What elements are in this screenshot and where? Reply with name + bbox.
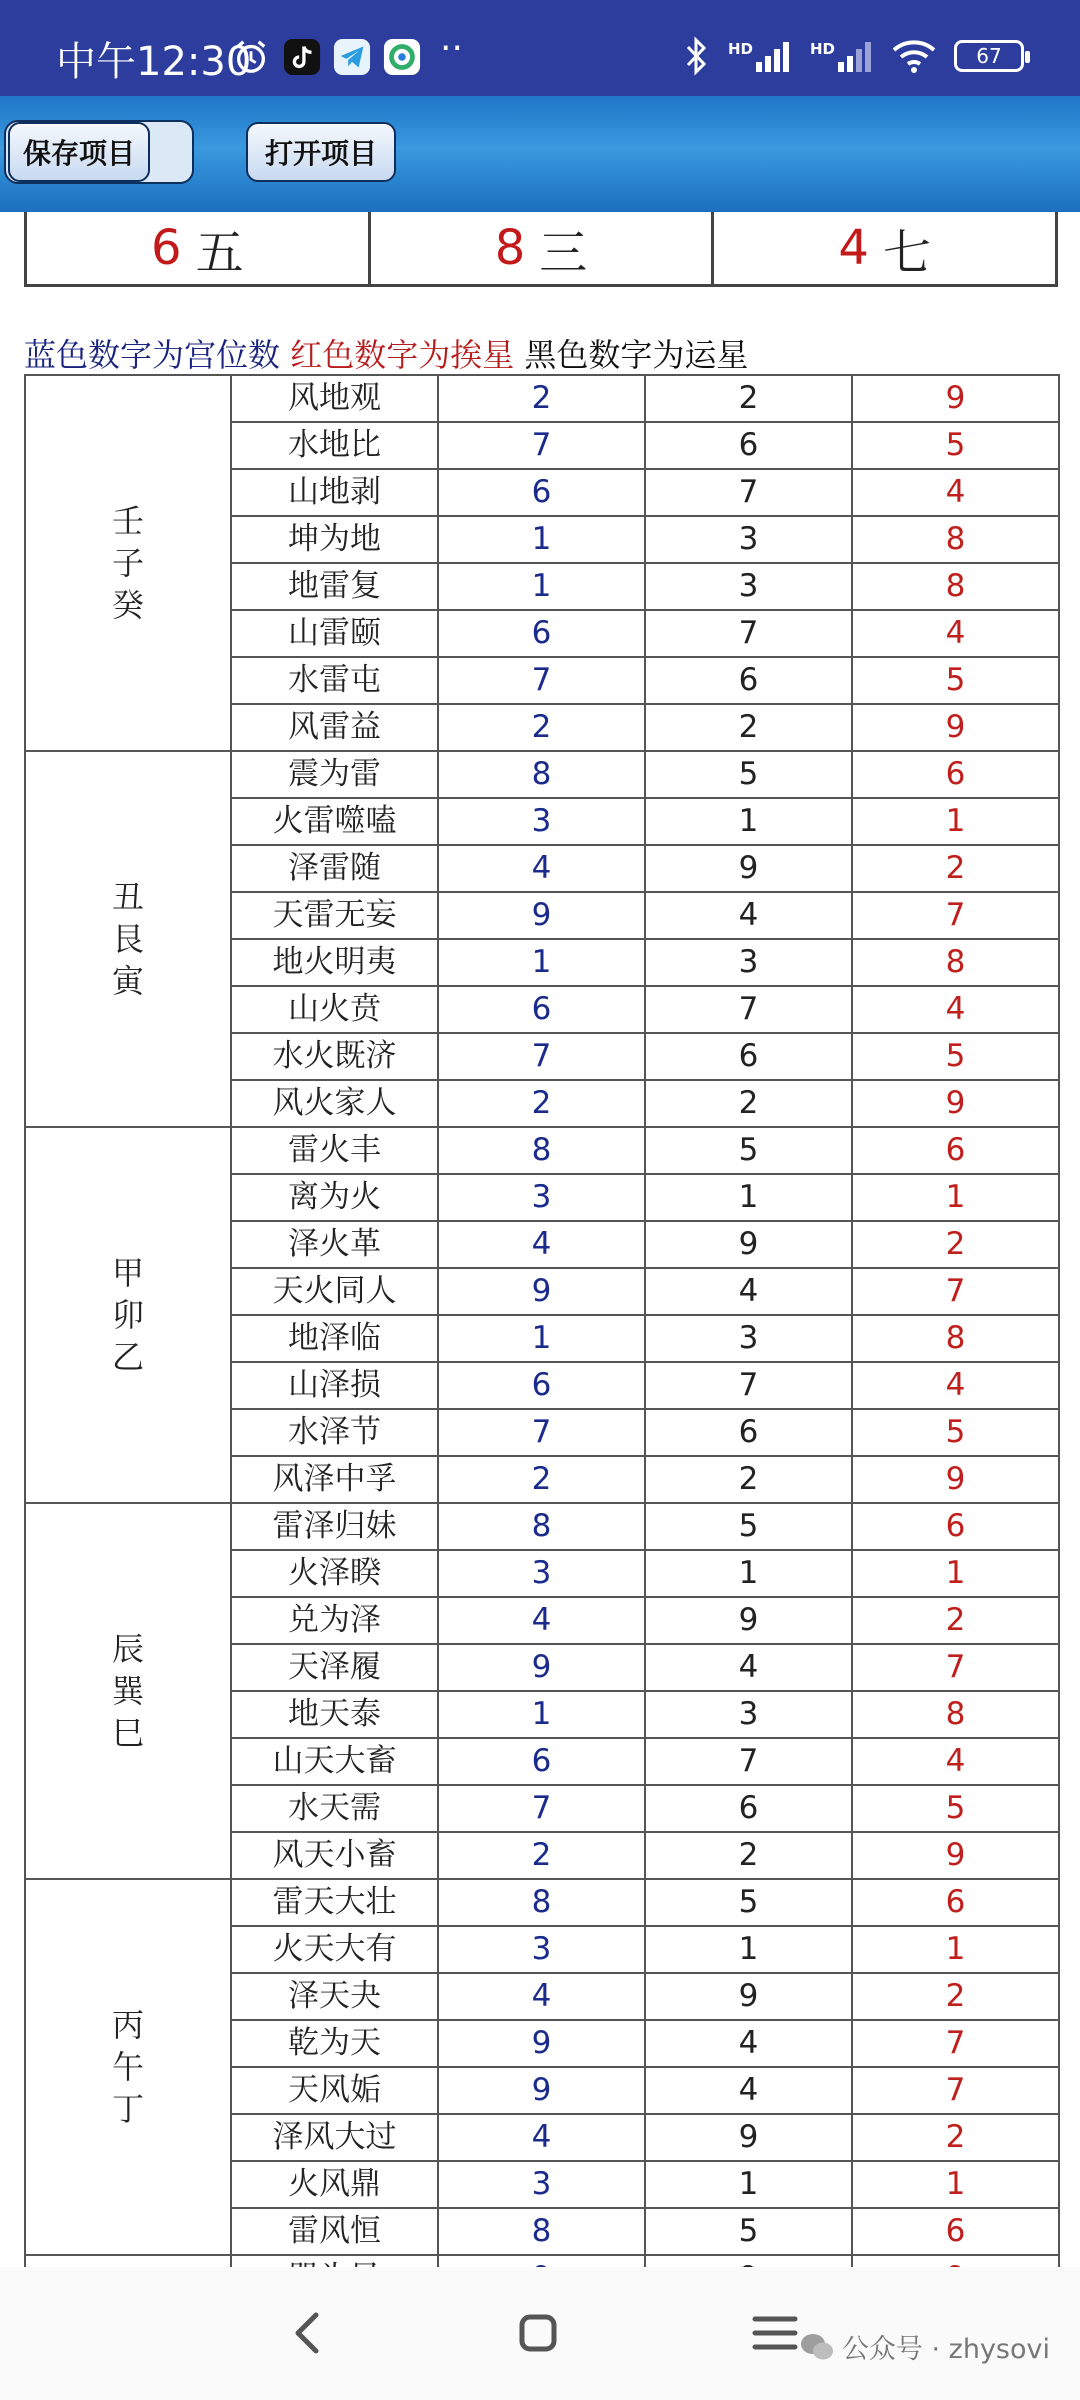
- hexagram-name: 水火既济: [231, 1033, 438, 1080]
- palace-number: 7: [438, 422, 645, 469]
- wifi-icon: [892, 38, 936, 74]
- period-star: 7: [645, 1362, 852, 1409]
- hexagram-name: 天风姤: [231, 2067, 438, 2114]
- flying-star: 4: [852, 1738, 1059, 1785]
- flying-star: 5: [852, 1785, 1059, 1832]
- period-star: 6: [645, 422, 852, 469]
- period-star: 5: [645, 1879, 852, 1926]
- group-label-text: 壬子癸: [111, 502, 144, 624]
- period-star: 3: [645, 516, 852, 563]
- hexagram-name: 天雷无妄: [231, 892, 438, 939]
- period-star: 5: [645, 1127, 852, 1174]
- hexagram-name: 天泽履: [231, 1644, 438, 1691]
- period-star: 5: [645, 1503, 852, 1550]
- flying-star: 2: [852, 2114, 1059, 2161]
- period-star: 7: [645, 469, 852, 516]
- flying-star: 1: [852, 1174, 1059, 1221]
- open-project-button[interactable]: 打开项目: [246, 122, 396, 182]
- signal-2-icon: HD: [810, 40, 874, 72]
- table-row: [25, 1503, 1059, 1550]
- summary-cell: [27, 212, 371, 284]
- period-star: 4: [645, 2067, 852, 2114]
- palace-number: 1: [438, 563, 645, 610]
- hexagram-name: 山泽损: [231, 1362, 438, 1409]
- period-star: 7: [645, 1738, 852, 1785]
- flying-star: 5: [852, 1409, 1059, 1456]
- flying-star: 7: [852, 892, 1059, 939]
- alarm-icon: [232, 38, 270, 76]
- flying-star: 6: [852, 2208, 1059, 2255]
- flying-star: 4: [852, 610, 1059, 657]
- legend-red: 红色数字为挨星: [290, 336, 515, 374]
- group-label-text: 丑艮寅: [111, 878, 144, 1000]
- palace-number: 2: [438, 375, 645, 422]
- flying-star: 4: [852, 469, 1059, 516]
- legend-black: 黑色数字为运星: [524, 336, 749, 374]
- palace-number: 8: [438, 1503, 645, 1550]
- hexagram-name: 水天需: [231, 1785, 438, 1832]
- hexagram-name: 雷风恒: [231, 2208, 438, 2255]
- palace-number: 9: [438, 1644, 645, 1691]
- palace-number: 4: [438, 1597, 645, 1644]
- table-body: [25, 375, 1059, 2302]
- period-star: 1: [645, 2161, 852, 2208]
- hexagram-name: 火雷噬嗑: [231, 798, 438, 845]
- menu-icon[interactable]: [745, 2303, 805, 2363]
- flying-star: 1: [852, 798, 1059, 845]
- palace-number: 6: [438, 469, 645, 516]
- group-label: [25, 751, 231, 1127]
- flying-star: 8: [852, 939, 1059, 986]
- period-star: 1: [645, 1926, 852, 1973]
- period-star: 9: [645, 2114, 852, 2161]
- period-star: 2: [645, 704, 852, 751]
- status-time: 中午12:30: [56, 39, 252, 85]
- period-star: 9: [645, 1973, 852, 2020]
- legend-blue: 蓝色数字为宫位数: [24, 336, 281, 374]
- palace-number: 1: [438, 939, 645, 986]
- hexagram-name: 山地剥: [231, 469, 438, 516]
- period-star: 5: [645, 2208, 852, 2255]
- period-star: 4: [645, 2020, 852, 2067]
- summary-cell: [371, 212, 715, 284]
- watermark-text: 公众号 · zhysovi: [841, 2334, 1050, 2365]
- hexagram-name: 水泽节: [231, 1409, 438, 1456]
- period-star: 6: [645, 1409, 852, 1456]
- flying-star: 7: [852, 1268, 1059, 1315]
- flying-star: 1: [852, 2161, 1059, 2208]
- hexagram-name: 地雷复: [231, 563, 438, 610]
- period-star: 2: [645, 1456, 852, 1503]
- hexagram-name: 乾为天: [231, 2020, 438, 2067]
- palace-number: 6: [438, 1738, 645, 1785]
- flying-star: 4: [852, 1362, 1059, 1409]
- hexagram-name: 雷火丰: [231, 1127, 438, 1174]
- hexagram-table: [24, 374, 1060, 2303]
- flying-star: 8: [852, 1315, 1059, 1362]
- palace-number: 3: [438, 1550, 645, 1597]
- palace-number: 4: [438, 845, 645, 892]
- flying-star: 9: [852, 375, 1059, 422]
- flying-star: 1: [852, 1926, 1059, 1973]
- summary-row: [24, 212, 1058, 287]
- group-label-text: 辰巽巳: [111, 1630, 144, 1752]
- summary-number: 6: [151, 220, 182, 276]
- palace-number: 9: [438, 2020, 645, 2067]
- period-star: 6: [645, 1785, 852, 1832]
- flying-star: 6: [852, 1879, 1059, 1926]
- table-row: [25, 751, 1059, 798]
- hexagram-name: 火天大有: [231, 1926, 438, 1973]
- period-star: 2: [645, 1080, 852, 1127]
- flying-star: 8: [852, 1691, 1059, 1738]
- hexagram-name: 风泽中孚: [231, 1456, 438, 1503]
- hexagram-name: 离为火: [231, 1174, 438, 1221]
- palace-number: 1: [438, 1315, 645, 1362]
- period-star: 6: [645, 657, 852, 704]
- tiktok-icon: [283, 38, 321, 76]
- battery-indicator: 67: [954, 40, 1024, 72]
- summary-char: 五: [195, 224, 244, 281]
- hexagram-name: 风地观: [231, 375, 438, 422]
- palace-number: 9: [438, 892, 645, 939]
- flying-star: 7: [852, 2067, 1059, 2114]
- hexagram-name: 泽火革: [231, 1221, 438, 1268]
- hexagram-name: 天火同人: [231, 1268, 438, 1315]
- palace-number: 8: [438, 2208, 645, 2255]
- palace-number: 7: [438, 657, 645, 704]
- flying-star: 5: [852, 657, 1059, 704]
- hexagram-name: 风天小畜: [231, 1832, 438, 1879]
- watermark: [800, 2327, 1050, 2366]
- period-star: 2: [645, 375, 852, 422]
- palace-number: 8: [438, 1127, 645, 1174]
- flying-star: 2: [852, 1221, 1059, 1268]
- flying-star: 6: [852, 1503, 1059, 1550]
- palace-number: 6: [438, 610, 645, 657]
- signal-1-icon: HD: [728, 40, 792, 72]
- period-star: 1: [645, 1550, 852, 1597]
- status-more-dots: ··: [440, 28, 463, 69]
- period-star: 9: [645, 1221, 852, 1268]
- flying-star: 7: [852, 2020, 1059, 2067]
- group-label: [25, 1879, 231, 2255]
- hexagram-name: 泽风大过: [231, 2114, 438, 2161]
- hexagram-name: 风雷益: [231, 704, 438, 751]
- summary-number: 8: [494, 220, 526, 276]
- bluetooth-icon: [682, 36, 710, 76]
- group-label: [25, 1127, 231, 1503]
- navigation-bar: [0, 2267, 1080, 2400]
- period-star: 3: [645, 563, 852, 610]
- group-label: [25, 375, 231, 751]
- hexagram-name: 泽天夬: [231, 1973, 438, 2020]
- hexagram-name: 水地比: [231, 422, 438, 469]
- hexagram-name: 地泽临: [231, 1315, 438, 1362]
- palace-number: 8: [438, 751, 645, 798]
- flying-star: 2: [852, 1597, 1059, 1644]
- wechat-icon: [800, 2332, 834, 2362]
- palace-number: 4: [438, 1973, 645, 2020]
- palace-number: 8: [438, 1879, 645, 1926]
- hexagram-name: 兑为泽: [231, 1597, 438, 1644]
- hexagram-name: 山雷颐: [231, 610, 438, 657]
- palace-number: 1: [438, 1691, 645, 1738]
- flying-star: 5: [852, 1033, 1059, 1080]
- flying-star: 2: [852, 1973, 1059, 2020]
- flying-star: 1: [852, 1550, 1059, 1597]
- color-legend: [24, 330, 748, 376]
- back-icon[interactable]: [278, 2303, 338, 2363]
- period-star: 3: [645, 939, 852, 986]
- palace-number: 9: [438, 2067, 645, 2114]
- palace-number: 6: [438, 986, 645, 1033]
- palace-number: 3: [438, 1926, 645, 1973]
- palace-number: 9: [438, 1268, 645, 1315]
- group-label-text: 甲卯乙: [111, 1254, 144, 1376]
- palace-number: 3: [438, 1174, 645, 1221]
- hexagram-name: 震为雷: [231, 751, 438, 798]
- hexagram-name: 风火家人: [231, 1080, 438, 1127]
- hexagram-name: 雷泽归妹: [231, 1503, 438, 1550]
- flying-star: 8: [852, 516, 1059, 563]
- home-icon[interactable]: [508, 2303, 568, 2363]
- period-star: 7: [645, 986, 852, 1033]
- period-star: 5: [645, 751, 852, 798]
- status-right-icons: [682, 34, 1024, 78]
- hexagram-name: 雷天大壮: [231, 1879, 438, 1926]
- group-label-text: 丙午丁: [111, 2006, 144, 2128]
- flying-star: 6: [852, 751, 1059, 798]
- flying-star: 9: [852, 1832, 1059, 1879]
- flying-star: 9: [852, 704, 1059, 751]
- toolbar: [0, 96, 1080, 212]
- period-star: 4: [645, 1268, 852, 1315]
- period-star: 6: [645, 1033, 852, 1080]
- period-star: 2: [645, 1832, 852, 1879]
- summary-number: 4: [838, 220, 869, 276]
- flying-star: 7: [852, 1644, 1059, 1691]
- summary-char: 三: [539, 224, 588, 281]
- group-label: [25, 1503, 231, 1879]
- summary-char: 七: [882, 224, 931, 281]
- palace-number: 7: [438, 1785, 645, 1832]
- hexagram-name: 水雷屯: [231, 657, 438, 704]
- flying-star: 9: [852, 1080, 1059, 1127]
- flying-star: 6: [852, 1127, 1059, 1174]
- period-star: 4: [645, 892, 852, 939]
- palace-number: 4: [438, 2114, 645, 2161]
- palace-number: 1: [438, 516, 645, 563]
- flying-star: 9: [852, 1456, 1059, 1503]
- telegram-icon: [333, 38, 371, 76]
- table-row: [25, 375, 1059, 422]
- palace-number: 2: [438, 1832, 645, 1879]
- table-row: [25, 1879, 1059, 1926]
- palace-number: 3: [438, 798, 645, 845]
- palace-number: 2: [438, 1080, 645, 1127]
- hexagram-table-scroll[interactable]: [24, 374, 1058, 2267]
- period-star: 9: [645, 1597, 852, 1644]
- flying-star: 4: [852, 986, 1059, 1033]
- period-star: 1: [645, 1174, 852, 1221]
- hexagram-name: 山火贲: [231, 986, 438, 1033]
- hexagram-name: 火泽睽: [231, 1550, 438, 1597]
- hexagram-name: 地火明夷: [231, 939, 438, 986]
- flying-star: 2: [852, 845, 1059, 892]
- palace-number: 2: [438, 704, 645, 751]
- hexagram-name: 山天大畜: [231, 1738, 438, 1785]
- palace-number: 3: [438, 2161, 645, 2208]
- period-star: 4: [645, 1644, 852, 1691]
- table-row: [25, 1127, 1059, 1174]
- hexagram-name: 泽雷随: [231, 845, 438, 892]
- flying-star: 8: [852, 563, 1059, 610]
- period-star: 3: [645, 1691, 852, 1738]
- palace-number: 7: [438, 1033, 645, 1080]
- hexagram-name: 地天泰: [231, 1691, 438, 1738]
- palace-number: 2: [438, 1456, 645, 1503]
- app-swirl-icon: [383, 38, 421, 76]
- palace-number: 6: [438, 1362, 645, 1409]
- period-star: 7: [645, 610, 852, 657]
- palace-number: 4: [438, 1221, 645, 1268]
- palace-number: 7: [438, 1409, 645, 1456]
- summary-cell: [714, 212, 1055, 284]
- period-star: 9: [645, 845, 852, 892]
- hexagram-name: 火风鼎: [231, 2161, 438, 2208]
- period-star: 3: [645, 1315, 852, 1362]
- period-star: 1: [645, 798, 852, 845]
- status-bar: [0, 0, 1080, 96]
- flying-star: 5: [852, 422, 1059, 469]
- hexagram-name: 坤为地: [231, 516, 438, 563]
- save-project-button[interactable]: 保存项目: [8, 122, 150, 182]
